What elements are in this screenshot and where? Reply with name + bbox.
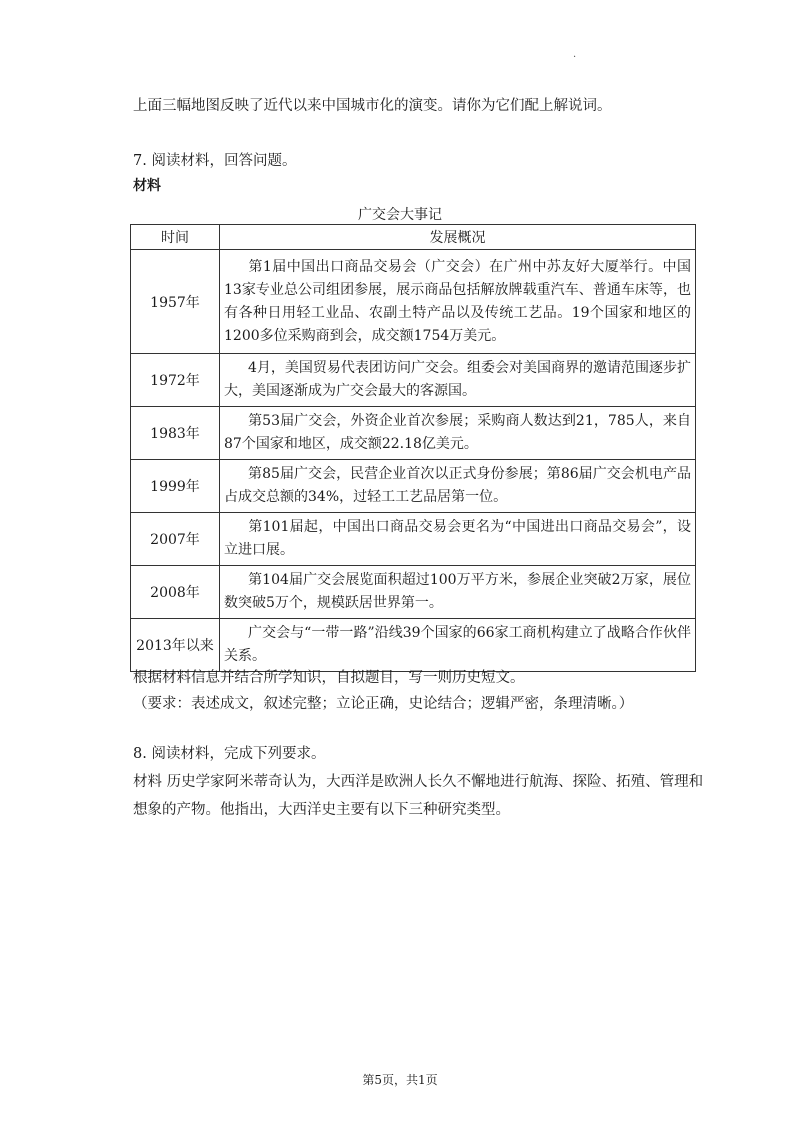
table-row	[131, 250, 696, 354]
col-header-overview: 发展概况	[220, 225, 696, 250]
row-year: 1957年	[131, 250, 220, 354]
row-year: 1983年	[131, 407, 220, 460]
col-header-time: 时间	[131, 225, 220, 250]
table-row	[131, 619, 696, 672]
table-title: 广交会大事记	[358, 207, 442, 223]
row-desc: 广交会与“一带一路”沿线39个国家的66家工商机构建立了战略合作伙伴关系。	[220, 619, 696, 672]
row-year: 2013年以来	[131, 619, 220, 672]
question-8-heading: 8. 阅读材料，完成下列要求。	[133, 746, 326, 762]
table-row	[131, 407, 696, 460]
question-7-heading: 7. 阅读材料，回答问题。	[133, 153, 297, 169]
page-mark: ·	[573, 52, 577, 63]
events-table	[130, 224, 696, 672]
row-desc: 第53届广交会，外资企业首次参展；采购商人数达到21，785人，来自87个国家和地区，成交额22.18亿美元。	[220, 407, 696, 460]
row-desc: 第1届中国出口商品交易会（广交会）在广州中苏友好大厦举行。中国13家专业总公司组团参展，展示商品包括解放牌载重汽车、普通车床等，也有各种日用轻工业品、农副土特产品以及传统工艺品。19个国家和地区的1200多位采购商到会，成交额1754万美元。	[220, 250, 696, 354]
row-year: 2008年	[131, 566, 220, 619]
table-row	[131, 513, 696, 566]
table-row	[131, 566, 696, 619]
question-7-requirement: （要求：表述成文，叙述完整；立论正确，史论结合；逻辑严密，条理清晰。）	[133, 696, 634, 712]
question-7-task: 根据材料信息并结合所学知识，自拟题目，写一则历史短文。	[133, 670, 525, 686]
table-header-row	[131, 225, 696, 250]
question-8-material-line-2: 想象的产物。他指出，大西洋史主要有以下三种研究类型。	[133, 802, 510, 818]
row-desc: 第101届起，中国出口商品交易会更名为“中国进出口商品交易会”，设立进口展。	[220, 513, 696, 566]
row-year: 1999年	[131, 460, 220, 513]
intro-text: 上面三幅地图反映了近代以来中国城市化的演变。请你为它们配上解说词。	[133, 98, 612, 114]
table-row	[131, 460, 696, 513]
row-year: 1972年	[131, 354, 220, 407]
row-year: 2007年	[131, 513, 220, 566]
row-desc: 第85届广交会，民营企业首次以正式身份参展；第86届广交会机电产品占成交总额的34%，过轻工工艺品居第一位。	[220, 460, 696, 513]
material-label: 材料	[133, 178, 161, 194]
page-footer: 第5页，共1页	[362, 1073, 438, 1087]
row-desc: 4月，美国贸易代表团访问广交会。组委会对美国商界的邀请范围逐步扩大，美国逐渐成为广交会最大的客源国。	[220, 354, 696, 407]
question-8-material-line-1: 材料 历史学家阿米蒂奇认为，大西洋是欧洲人长久不懈地进行航海、探险、拓殖、管理和	[133, 774, 704, 790]
row-desc: 第104届广交会展览面积超过100万平方米，参展企业突破2万家，展位数突破5万个，规模跃居世界第一。	[220, 566, 696, 619]
table-row	[131, 354, 696, 407]
